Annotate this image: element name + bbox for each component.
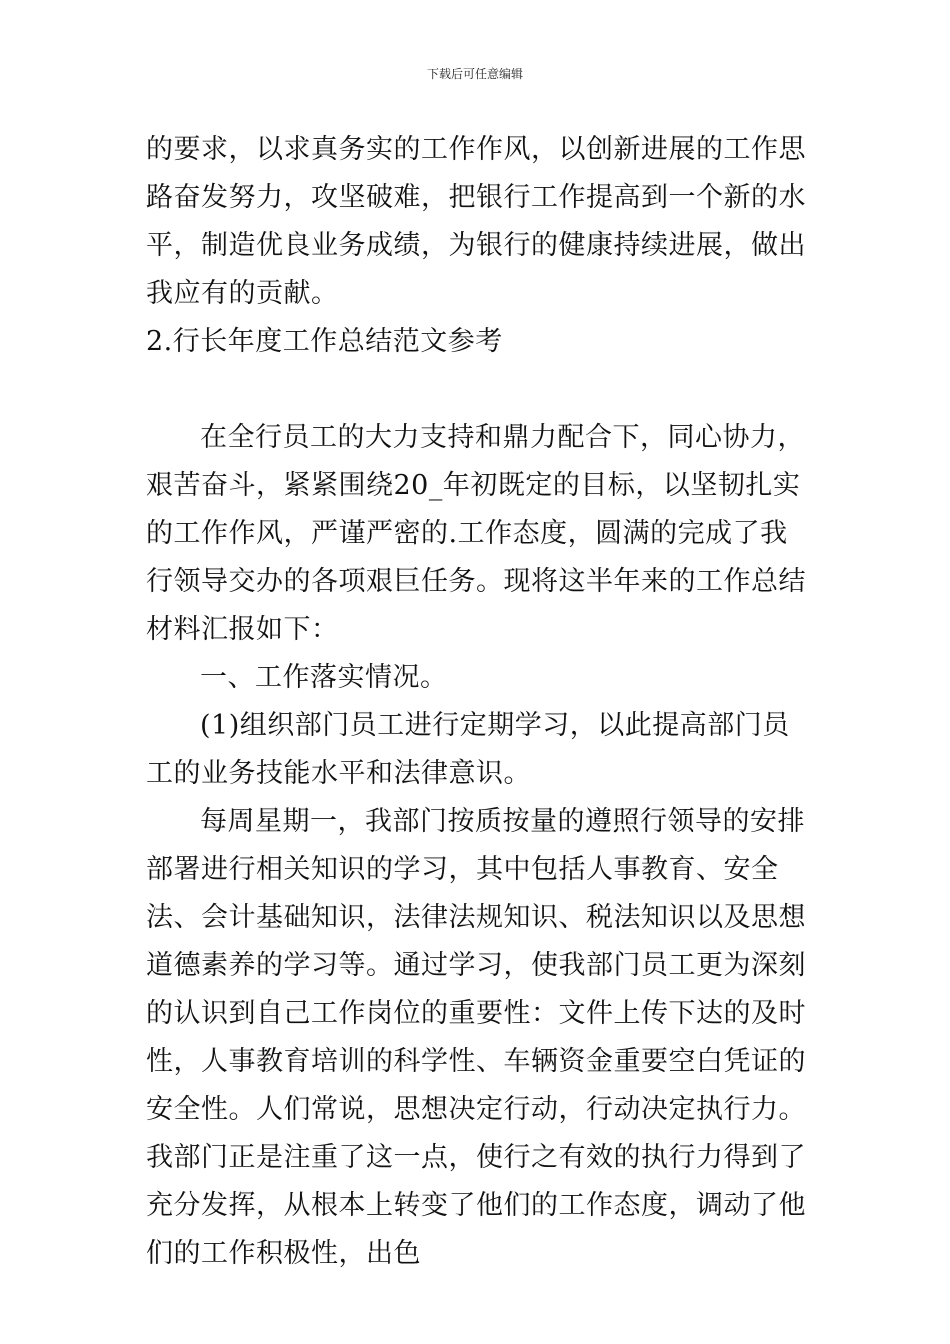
paragraph-weekly-study: 每周星期一，我部门按质按量的遵照行领导的安排部署进行相关知识的学习，其中包括人事教育、安全法、会计基础知识，法律法规知识、税法知识以及思想道德素养的学习等。通过学习，使我部门员工更为深刻的认识到自己工作岗位的重要性：文件上传下达的及时性，人事教育培训的科学性、车辆资金重要空白凭证的安全性。人们常说，思想决定行动，行动决定执行力。我部门正是注重了这一点，使行之有效的执行力得到了充分发挥，从根本上转变了他们的工作态度，调动了他们的工作积极性，出色 [146,806,806,1269]
paragraph-section-one: 一、工作落实情况。 [200,662,448,693]
document-body [146,126,814,1278]
section-heading: 2.行长年度工作总结范文参考 [146,326,503,357]
paragraph-continuation: 的要求，以求真务实的工作作风，以创新进展的工作思路奋发努力，攻坚破难，把银行工作提高到一个新的水平，制造优良业务成绩，为银行的健康持续进展，做出我应有的贡献。 [146,134,806,309]
page-header: 下载后可任意编辑 [426,67,523,81]
blank-line [146,366,814,414]
paragraph-intro: 在全行员工的大力支持和鼎力配合下，同心协力，艰苦奋斗，紧紧围绕20_年初既定的目标，以坚韧扎实的工作作风，严谨严密的.工作态度，圆满的完成了我行领导交办的各项艰巨任务。现将这半年来的工作总结材料汇报如下： [146,422,806,645]
paragraph-item-one: (1)组织部门员工进行定期学习，以此提高部门员工的业务技能水平和法律意识。 [146,710,790,789]
